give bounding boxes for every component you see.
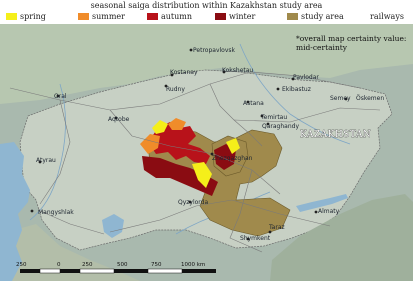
scale-tick-1: 250 — [16, 262, 27, 268]
city-label-qaraghandy: Qaraghandy — [262, 123, 299, 130]
legend-label-winter: winter — [229, 12, 256, 21]
city-label-rudny: Rudny — [166, 86, 185, 93]
scale-segment-1 — [20, 269, 40, 273]
city-label-almaty: Almaty — [318, 208, 340, 215]
map-legend — [0, 12, 413, 22]
legend-item-spring — [6, 12, 46, 21]
certainty-note-line1: *overall map certainty value: — [296, 34, 407, 43]
scale-segment-6 — [148, 269, 182, 273]
city-label-taraz: Taraz — [269, 224, 285, 231]
city-marker-almaty — [315, 211, 318, 214]
city-label-astana: Astana — [243, 100, 264, 107]
scale-segment-2 — [40, 269, 60, 273]
legend-label-summer: summer — [92, 12, 125, 21]
legend-label-railways: railways — [370, 12, 404, 21]
country-label: KAZAKHSTAN — [300, 130, 372, 140]
city-label-mangyshlak: Mangyshlak — [38, 209, 74, 216]
city-label-aqtobe: Aqtobe — [108, 116, 130, 123]
city-marker-taraz — [269, 231, 272, 234]
scale-tick-4: 500 — [117, 262, 128, 268]
scale-segment-5 — [114, 269, 148, 273]
legend-item-autumn — [147, 12, 192, 21]
scale-tick-6: 1000 km — [181, 262, 206, 268]
city-marker-petropavlovsk — [190, 49, 193, 52]
city-label-ekibastuz: Ekibastuz — [282, 86, 311, 93]
legend-swatch-summer — [78, 13, 89, 20]
city-label-qyzylorda: Qyzylorda — [178, 199, 209, 206]
legend-swatch-winter — [215, 13, 226, 20]
legend-swatch-autumn — [147, 13, 158, 20]
city-label-zhezqazghan: Zhezqazghan — [212, 155, 253, 162]
certainty-note — [296, 34, 412, 52]
legend-label-autumn: autumn — [161, 12, 193, 21]
scale-segment-7 — [182, 269, 216, 273]
city-marker-ekibastuz — [277, 88, 280, 91]
legend-label-spring: spring — [20, 12, 46, 21]
city-label-petropavlovsk: Petropavlovsk — [193, 47, 235, 54]
legend-swatch-study-area — [287, 13, 298, 20]
city-label-kokshetau: Kokshetau — [222, 67, 254, 74]
scale-tick-3: 250 — [82, 262, 93, 268]
certainty-note-line2: mid-certainty — [296, 43, 348, 52]
map-title: seasonal saiga distribution within Kazakhstan study area — [90, 1, 323, 10]
city-label-pavlodar: Pavlodar — [293, 74, 319, 81]
city-label-oral: Oral — [54, 93, 67, 100]
legend-label-study-area: study area — [301, 12, 344, 21]
map-canvas — [0, 24, 413, 281]
city-marker-mangyshlak — [31, 210, 34, 213]
kazakhstan-map — [0, 24, 413, 281]
city-label-atyrau: Atyrau — [36, 157, 56, 164]
city-label-shymkent: Shymkent — [240, 235, 271, 242]
legend-item-railways — [370, 12, 404, 21]
legend-item-summer — [78, 12, 125, 21]
scale-segment-4 — [80, 269, 114, 273]
city-label-oskemen: Öskemen — [356, 95, 385, 102]
scale-tick-5: 750 — [151, 262, 162, 268]
city-label-semey: Semey — [330, 95, 351, 102]
legend-item-winter — [215, 12, 255, 21]
city-label-kostanay: Kostanay — [170, 69, 198, 76]
city-label-temirtau: Temirtau — [261, 114, 288, 121]
legend-swatch-spring — [6, 13, 17, 20]
scale-tick-2: 0 — [57, 262, 61, 268]
legend-item-study-area — [287, 12, 344, 21]
scale-segment-3 — [60, 269, 80, 273]
